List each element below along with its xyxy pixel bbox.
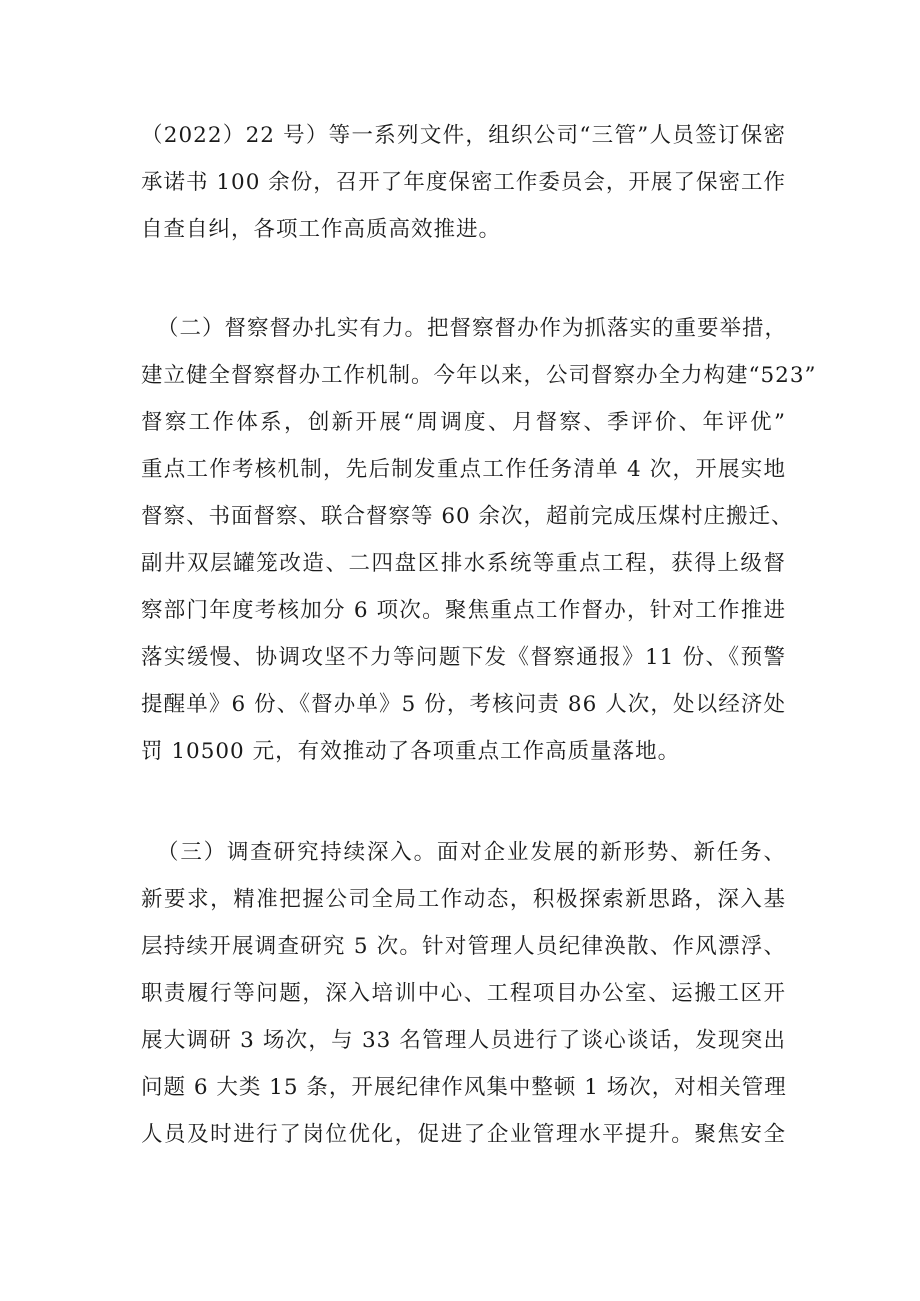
paragraph-2-line-6: 副井双层罐笼改造、二四盘区排水系统等重点工程，获得上级督 (141, 551, 786, 576)
paragraph-2-line-7: 察部门年度考核加分 6 项次。聚焦重点工作督办，针对工作推进 (141, 598, 786, 623)
paragraph-2-line-10: 罚 10500 元，有效推动了各项重点工作高质量落地。 (141, 739, 681, 764)
paragraph-3-line-3: 层持续开展调查研究 5 次。针对管理人员纪律涣散、作风漂浮、 (141, 934, 786, 959)
paragraph-2-line-5: 督察、书面督察、联合督察等 60 余次，超前完成压煤村庄搬迁、 (141, 504, 794, 529)
paragraph-1-line-2: 承诺书 100 余份，召开了年度保密工作委员会，开展了保密工作 (141, 170, 786, 195)
paragraph-2-line-4: 重点工作考核机制，先后制发重点工作任务清单 4 次，开展实地 (141, 457, 786, 482)
paragraph-3-line-2: 新要求，精准把握公司全局工作动态，积极探索新思路，深入基 (141, 887, 786, 912)
paragraph-3-line-1: （三）调查研究持续深入。面对企业发展的新形势、新任务、 (157, 840, 786, 865)
paragraph-2-line-3: 督察工作体系，创新开展“周调度、月督察、季评价、年评优” (141, 410, 786, 435)
paragraph-3-line-7: 人员及时进行了岗位优化，促进了企业管理水平提升。聚焦安全 (141, 1122, 786, 1147)
paragraph-2-line-8: 落实缓慢、协调攻坚不力等问题下发《督察通报》11 份、《预警 (141, 645, 786, 670)
paragraph-1-line-3: 自查自纠，各项工作高质高效推进。 (141, 217, 502, 242)
paragraph-3-line-6: 问题 6 大类 15 条，开展纪律作风集中整顿 1 场次，对相关管理 (141, 1075, 787, 1100)
paragraph-2-line-2: 建立健全督察督办工作机制。今年以来，公司督察办全力构建“523” (141, 363, 817, 388)
paragraph-3-line-5: 展大调研 3 场次，与 33 名管理人员进行了谈心谈话，发现突出 (141, 1028, 786, 1053)
paragraph-2-line-1: （二）督察督办扎实有力。把督察督办作为抓落实的重要举措， (157, 316, 788, 341)
paragraph-2-line-9: 提醒单》6 份、《督办单》5 份，考核问责 86 人次，处以经济处 (141, 692, 786, 717)
paragraph-3-line-4: 职责履行等问题，深入培训中心、工程项目办公室、运搬工区开 (141, 981, 786, 1006)
paragraph-1-line-1: （2022）22 号）等一系列文件，组织公司“三管”人员签订保密 (141, 123, 786, 148)
